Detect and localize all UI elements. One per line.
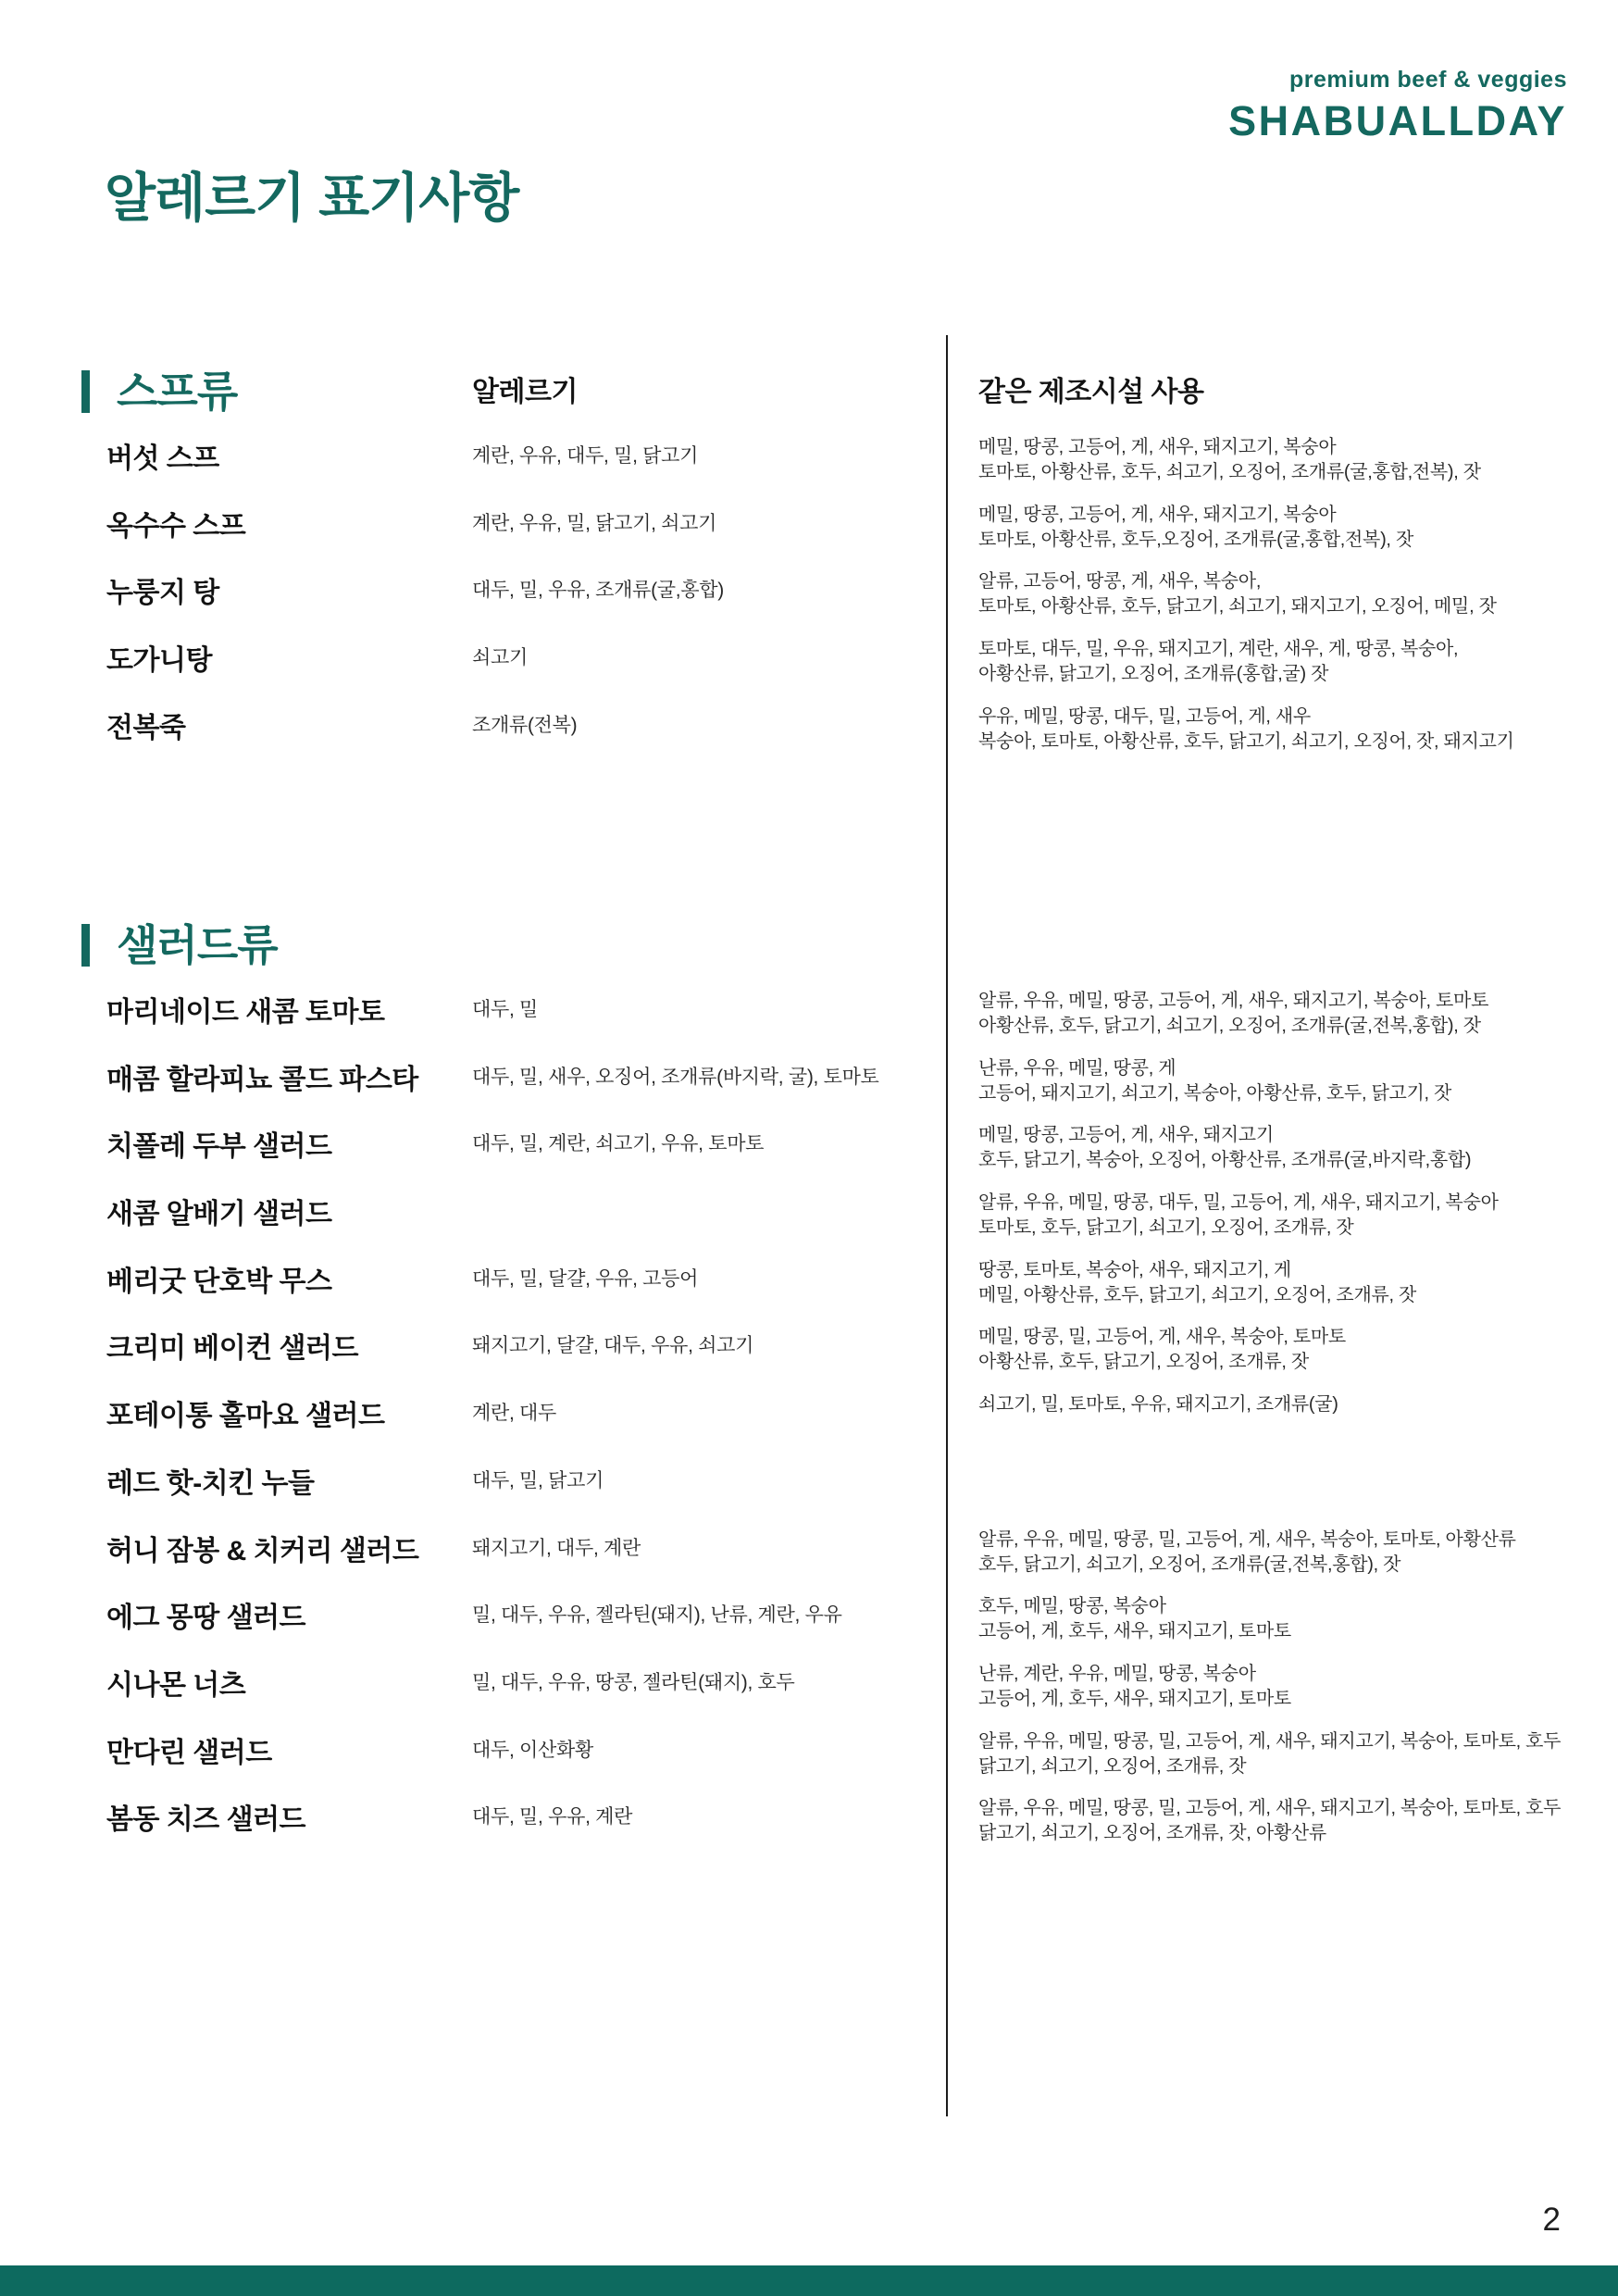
facility-line: 알류, 우유, 메밀, 땅콩, 밀, 고등어, 게, 새우, 돼지고기, 복숭아, 토마토, 호두: [978, 1730, 1562, 1752]
allergy-value: 대두, 밀, 달걀, 우유, 고등어: [472, 1267, 699, 1290]
menu-item-name: 누룽지 탕: [106, 578, 219, 609]
facility-line: 알류, 우유, 메밀, 땅콩, 밀, 고등어, 게, 새우, 돼지고기, 복숭아, 토마토, 호두: [978, 1798, 1562, 1819]
brand-logo: [1228, 67, 1567, 145]
menu-item-name: 포테이통 홀마요 샐러드: [106, 1401, 385, 1432]
menu-row: [0, 430, 1618, 497]
facility-line: 닭고기, 쇠고기, 오징어, 조개류, 잣: [978, 1755, 1247, 1777]
page-number: 2: [1542, 2202, 1561, 2238]
facility-value: [946, 699, 1618, 755]
facility-line: 고등어, 게, 호두, 새우, 돼지고기, 토마토: [978, 1621, 1291, 1642]
allergy-value: 돼지고기, 달걀, 대두, 우유, 쇠고기: [472, 1335, 754, 1357]
section-soups: [0, 344, 1618, 766]
allergy-value: 계란, 우유, 대두, 밀, 닭고기: [472, 445, 699, 467]
section-title: 샐러드류: [117, 921, 278, 969]
allergy-value: 조개류(전복): [472, 714, 578, 736]
facility-line: 토마토, 아황산류, 호두, 닭고기, 쇠고기, 돼지고기, 오징어, 메밀, 잣: [978, 596, 1497, 618]
menu-item-name: 허니 잠봉 & 치커리 샐러드: [106, 1535, 419, 1566]
facility-line: 알류, 우유, 메밀, 땅콩, 고등어, 게, 새우, 돼지고기, 복숭아, 토마토: [978, 991, 1489, 1011]
facility-value: [946, 1589, 1618, 1644]
section-title-bar: [81, 924, 90, 967]
brand-name: SHABUALLDAY: [1228, 97, 1567, 144]
menu-row: [0, 1589, 1618, 1656]
facility-line: 토마토, 대두, 밀, 우유, 돼지고기, 계란, 새우, 게, 땅콩, 복숭아,: [978, 639, 1459, 660]
menu-item-name: 도가니탕: [106, 645, 212, 677]
allergy-value: 밀, 대두, 우유, 젤라틴(돼지), 난류, 계란, 우유: [472, 1604, 842, 1627]
facility-value: [946, 1387, 1618, 1417]
section-title: 스프류: [117, 368, 238, 416]
menu-item-name: 치폴레 두부 샐러드: [106, 1131, 332, 1163]
section-header-row: [0, 344, 1618, 430]
facility-value: [946, 631, 1618, 687]
facility-value: [946, 1454, 1618, 1460]
facility-line: 알류, 우유, 메밀, 땅콩, 밀, 고등어, 게, 새우, 복숭아, 토마토, 아황산류: [978, 1529, 1516, 1550]
allergy-value: 대두, 밀, 우유, 조개류(굴,홍합): [472, 580, 724, 602]
facility-line: 메밀, 땅콩, 고등어, 게, 새우, 돼지고기, 복숭아: [978, 437, 1337, 457]
allergy-value: 계란, 우유, 밀, 닭고기, 쇠고기: [472, 512, 717, 534]
page-title: 알레르기 표기사항: [105, 168, 519, 228]
column-header-spacer: [946, 963, 1618, 983]
facility-line: 토마토, 호두, 닭고기, 쇠고기, 오징어, 조개류, 잣: [978, 1217, 1354, 1239]
menu-row: [0, 983, 1618, 1051]
menu-row: [0, 1791, 1618, 1858]
menu-item-name: 시나몬 너츠: [106, 1669, 246, 1701]
column-header-facility: 같은 제조시설 사용: [978, 377, 1204, 407]
facility-line: 아황산류, 호두, 닭고기, 쇠고기, 오징어, 조개류(굴,전복,홍합), 잣: [978, 1016, 1481, 1036]
allergy-value: 계란, 대두: [472, 1403, 557, 1425]
facility-line: 아황산류, 호두, 닭고기, 오징어, 조개류, 잣: [978, 1352, 1309, 1373]
allergy-value: 대두, 밀, 계란, 쇠고기, 우유, 토마토: [472, 1133, 765, 1155]
menu-item-name: 전복죽: [106, 712, 186, 743]
menu-row: [0, 1185, 1618, 1253]
menu-item-name: 베리굿 단호박 무스: [106, 1266, 332, 1297]
facility-value: [946, 564, 1618, 619]
section-title-cell: [0, 921, 472, 983]
facility-value: [946, 1319, 1618, 1375]
facility-line: 메밀, 땅콩, 고등어, 게, 새우, 돼지고기, 복숭아: [978, 504, 1337, 525]
facility-value: [946, 1724, 1618, 1779]
menu-item-name: 새콤 알배기 샐러드: [106, 1199, 332, 1230]
facility-value: [946, 1117, 1618, 1173]
menu-item-name: 옥수수 스프: [106, 510, 246, 542]
facility-line: 닭고기, 쇠고기, 오징어, 조개류, 잣, 아황산류: [978, 1823, 1326, 1844]
allergy-value: 대두, 밀, 새우, 오징어, 조개류(바지락, 굴), 토마토: [472, 1066, 879, 1088]
allergy-value: 돼지고기, 대두, 계란: [472, 1537, 641, 1559]
facility-value: [946, 430, 1618, 485]
allergy-value: 대두, 이산화황: [472, 1739, 593, 1761]
menu-item-name: 만다린 샐러드: [106, 1737, 272, 1768]
brand-tagline: premium beef & veggies: [1289, 67, 1567, 93]
facility-line: 호두, 메밀, 땅콩, 복숭아: [978, 1596, 1166, 1617]
facility-value: [946, 497, 1618, 553]
facility-line: 쇠고기, 밀, 토마토, 우유, 돼지고기, 조개류(굴): [978, 1394, 1338, 1416]
menu-row: [0, 1522, 1618, 1590]
facility-value: [946, 1522, 1618, 1578]
menu-row: [0, 1117, 1618, 1185]
section-header-row: [0, 891, 1618, 983]
footer-bar: [0, 2265, 1618, 2296]
menu-row: [0, 631, 1618, 699]
facility-value: [946, 1253, 1618, 1308]
section-title-bar: [81, 370, 90, 413]
menu-row: [0, 1319, 1618, 1387]
facility-line: 우유, 메밀, 땅콩, 대두, 밀, 고등어, 게, 새우: [978, 705, 1311, 727]
menu-item-name: 버섯 스프: [106, 443, 219, 474]
section-salads: [0, 891, 1618, 1858]
menu-row: [0, 1724, 1618, 1791]
menu-item-name: 레드 핫-치킨 누들: [106, 1467, 315, 1499]
menu-item-name: 마리네이드 새콤 토마토: [106, 997, 385, 1028]
facility-line: 메밀, 땅콩, 고등어, 게, 새우, 돼지고기: [978, 1125, 1274, 1146]
menu-row: [0, 1253, 1618, 1320]
menu-item-name: 봄동 치즈 샐러드: [106, 1804, 306, 1836]
allergy-value: 밀, 대두, 우유, 땅콩, 젤라틴(돼지), 호두: [472, 1671, 795, 1693]
allergy-value: 쇠고기: [472, 647, 528, 669]
facility-value: [946, 1791, 1618, 1846]
facility-value: [946, 1051, 1618, 1106]
facility-line: 땅콩, 토마토, 복숭아, 새우, 돼지고기, 게: [978, 1259, 1291, 1280]
facility-line: 알류, 고등어, 땅콩, 게, 새우, 복숭아,: [978, 571, 1262, 593]
facility-line: 고등어, 게, 호두, 새우, 돼지고기, 토마토: [978, 1688, 1291, 1709]
facility-line: 복숭아, 토마토, 아황산류, 호두, 닭고기, 쇠고기, 오징어, 잣, 돼지고기: [978, 730, 1514, 752]
menu-row: [0, 564, 1618, 631]
menu-row: [0, 1051, 1618, 1118]
menu-item-name: 에그 몽땅 샐러드: [106, 1603, 306, 1634]
menu-row: [0, 1454, 1618, 1522]
facility-line: 알류, 우유, 메밀, 땅콩, 대두, 밀, 고등어, 게, 새우, 돼지고기, 복숭아: [978, 1192, 1499, 1214]
facility-line: 난류, 우유, 메밀, 땅콩, 게: [978, 1057, 1176, 1079]
facility-value: [946, 1656, 1618, 1712]
column-header-spacer: [472, 963, 946, 983]
facility-value: [946, 983, 1618, 1039]
section-title-cell: [0, 370, 472, 430]
facility-line: 메밀, 아황산류, 호두, 닭고기, 쇠고기, 오징어, 조개류, 잣: [978, 1284, 1417, 1305]
column-header-allergy: 알레르기: [472, 377, 578, 407]
menu-row: [0, 699, 1618, 767]
menu-row: [0, 1656, 1618, 1724]
facility-line: 토마토, 아황산류, 호두,오징어, 조개류(굴,홍합,전복), 잣: [978, 529, 1413, 550]
facility-line: 호두, 닭고기, 쇠고기, 오징어, 조개류(굴,전복,홍합), 잣: [978, 1554, 1401, 1575]
allergy-value: 대두, 밀, 우유, 계란: [472, 1806, 633, 1828]
menu-row: [0, 497, 1618, 565]
menu-item-name: 매콤 할라피뇨 콜드 파스타: [106, 1064, 418, 1095]
facility-line: 토마토, 아황산류, 호두, 쇠고기, 오징어, 조개류(굴,홍합,전복), 잣: [978, 462, 1481, 482]
facility-value: [946, 1185, 1618, 1241]
facility-line: 고등어, 돼지고기, 쇠고기, 복숭아, 아황산류, 호두, 닭고기, 잣: [978, 1082, 1452, 1104]
facility-line: 호두, 닭고기, 복숭아, 오징어, 아황산류, 조개류(굴,바지락,홍합): [978, 1150, 1472, 1171]
facility-line: 난류, 계란, 우유, 메밀, 땅콩, 복숭아: [978, 1663, 1256, 1684]
allergy-value: 대두, 밀: [472, 999, 539, 1020]
facility-line: 아황산류, 닭고기, 오징어, 조개류(홍합,굴) 잣: [978, 664, 1329, 685]
menu-row: [0, 1387, 1618, 1454]
menu-item-name: 크리미 베이컨 샐러드: [106, 1333, 358, 1365]
allergy-value: 대두, 밀, 닭고기: [472, 1469, 604, 1491]
allergy-value: [472, 1185, 946, 1196]
facility-line: 메밀, 땅콩, 밀, 고등어, 게, 새우, 복숭아, 토마토: [978, 1327, 1346, 1348]
